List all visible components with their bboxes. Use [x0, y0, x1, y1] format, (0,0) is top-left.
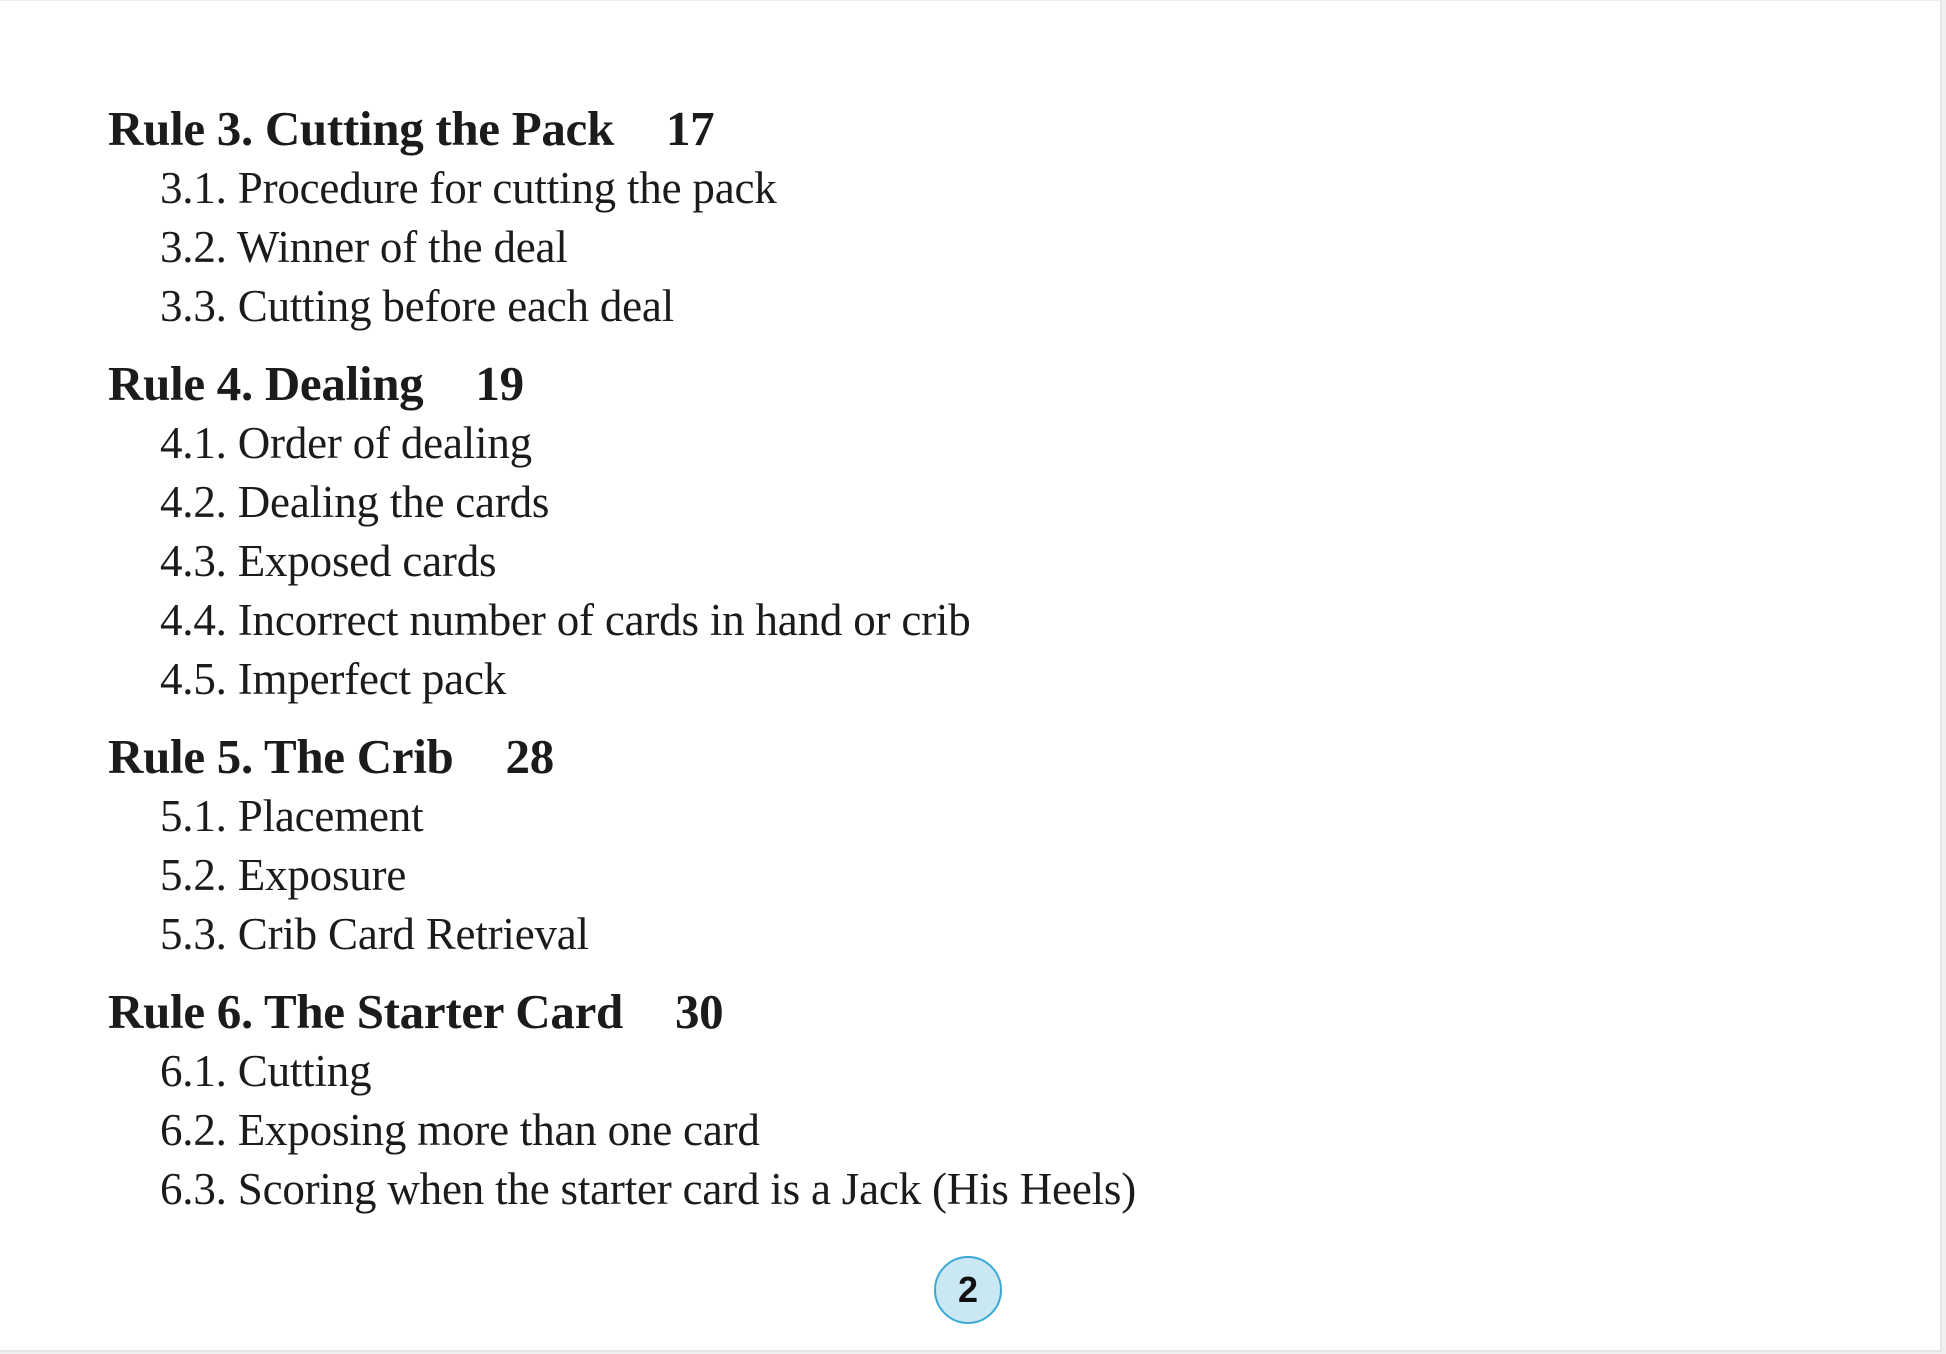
page-number-badge: 2 [934, 1256, 1002, 1324]
table-of-contents [108, 99, 1808, 1237]
rule-page-number: 30 [674, 984, 724, 1039]
toc-item[interactable]: 6.2. Exposing more than one card [160, 1105, 760, 1155]
toc-item[interactable]: 4.4. Incorrect number of cards in hand or crib [160, 595, 971, 645]
toc-section-rule-4 [108, 354, 1808, 709]
toc-item[interactable]: 3.2. Winner of the deal [160, 222, 568, 272]
toc-section-rule-3 [108, 99, 1808, 336]
toc-item[interactable]: 3.1. Procedure for cutting the pack [160, 163, 777, 213]
toc-heading[interactable] [108, 727, 1808, 787]
toc-heading[interactable] [108, 354, 1808, 414]
rule-title: Rule 4. Dealing [108, 356, 424, 411]
toc-item[interactable]: 4.3. Exposed cards [160, 536, 497, 586]
toc-section-rule-6 [108, 982, 1808, 1219]
toc-item[interactable]: 5.2. Exposure [160, 850, 407, 900]
rule-page-number: 28 [505, 729, 554, 784]
toc-heading[interactable] [108, 99, 1808, 159]
toc-item[interactable]: 4.2. Dealing the cards [160, 477, 550, 527]
toc-item[interactable]: 5.1. Placement [160, 791, 424, 841]
rule-title: Rule 5. The Crib [108, 729, 454, 784]
toc-section-rule-5 [108, 727, 1808, 964]
rule-page-number: 17 [665, 101, 715, 156]
rule-title: Rule 3. Cutting the Pack [108, 101, 614, 156]
toc-item[interactable]: 5.3. Crib Card Retrieval [160, 909, 589, 959]
toc-item[interactable]: 6.1. Cutting [160, 1046, 372, 1096]
rule-page-number: 19 [475, 356, 524, 411]
toc-item[interactable]: 4.1. Order of dealing [160, 418, 532, 468]
toc-item[interactable]: 3.3. Cutting before each deal [160, 281, 675, 331]
rule-title: Rule 6. The Starter Card [108, 984, 623, 1039]
toc-item[interactable]: 6.3. Scoring when the starter card is a Jack (His Heels) [160, 1164, 1136, 1214]
toc-item[interactable]: 4.5. Imperfect pack [160, 654, 507, 704]
toc-heading[interactable] [108, 982, 1808, 1042]
